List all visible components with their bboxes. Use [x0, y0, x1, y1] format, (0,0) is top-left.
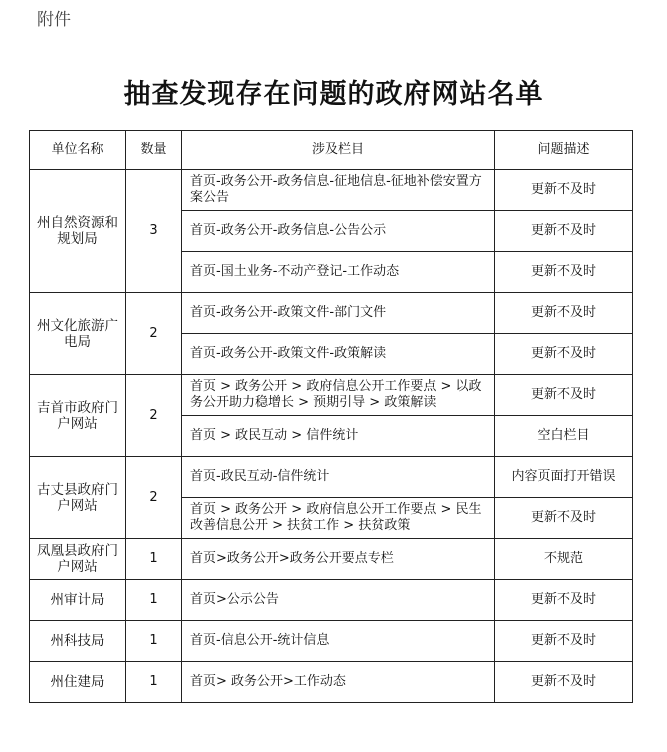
issue-cell: 更新不及时 — [495, 334, 633, 375]
issue-cell: 内容页面打开错误 — [495, 457, 633, 498]
header-column: 涉及栏目 — [182, 131, 495, 170]
count-cell: 1 — [126, 539, 182, 580]
column-cell: 首页-政务公开-政策文件-部门文件 — [182, 293, 495, 334]
count-cell: 2 — [126, 375, 182, 457]
table-row — [30, 170, 633, 211]
count-cell: 2 — [126, 293, 182, 375]
unit-name: 凤凰县政府门户网站 — [37, 543, 118, 575]
column-cell: 首页-信息公开-统计信息 — [182, 621, 495, 662]
column-cell: 首页>政务公开>政务公开要点专栏 — [182, 539, 495, 580]
table-row — [30, 621, 633, 662]
header-count: 数量 — [126, 131, 182, 170]
column-cell: 首页> 政务公开>工作动态 — [182, 662, 495, 703]
count-cell: 1 — [126, 662, 182, 703]
count-cell: 1 — [126, 621, 182, 662]
issue-cell: 更新不及时 — [495, 580, 633, 621]
issue-cell: 不规范 — [495, 539, 633, 580]
unit-name-cell — [30, 293, 126, 375]
column-cell: 首页 > 政民互动 > 信件统计 — [182, 416, 495, 457]
column-cell: 首页 > 政务公开 > 政府信息公开工作要点 > 以政务公开助力稳增长 > 预期引导 > 政策解读 — [182, 375, 495, 416]
unit-name: 州文化旅游广电局 — [37, 317, 118, 350]
unit-name-cell — [30, 457, 126, 539]
unit-name-cell — [30, 539, 126, 580]
unit-name-cell: 州住建局 — [30, 662, 126, 703]
column-cell: 首页-政务公开-政策文件-政策解读 — [182, 334, 495, 375]
issue-cell: 更新不及时 — [495, 293, 633, 334]
issue-cell: 更新不及时 — [495, 621, 633, 662]
issue-cell: 更新不及时 — [495, 211, 633, 252]
count-cell: 2 — [126, 457, 182, 539]
table-row — [30, 293, 633, 334]
unit-name-cell — [30, 170, 126, 293]
problem-websites-table — [29, 130, 633, 703]
issue-cell: 空白栏目 — [495, 416, 633, 457]
column-cell: 首页 > 政务公开 > 政府信息公开工作要点 > 民生改善信息公开 > 扶贫工作 > 扶贫政策 — [182, 498, 495, 539]
header-issue: 问题描述 — [495, 131, 633, 170]
issue-cell: 更新不及时 — [495, 498, 633, 539]
issue-cell: 更新不及时 — [495, 252, 633, 293]
column-cell: 首页-国土业务-不动产登记-工作动态 — [182, 252, 495, 293]
issue-cell: 更新不及时 — [495, 375, 633, 416]
unit-name-cell: 州科技局 — [30, 621, 126, 662]
issue-cell: 更新不及时 — [495, 170, 633, 211]
unit-name-cell — [30, 375, 126, 457]
unit-name-cell: 州审计局 — [30, 580, 126, 621]
header-unit: 单位名称 — [30, 131, 126, 170]
column-cell: 首页>公示公告 — [182, 580, 495, 621]
table-row — [30, 580, 633, 621]
column-cell: 首页-政务公开-政务信息-公告公示 — [182, 211, 495, 252]
column-cell: 首页-政民互动-信件统计 — [182, 457, 495, 498]
issue-cell: 更新不及时 — [495, 662, 633, 703]
unit-name: 古丈县政府门户网站 — [37, 481, 118, 514]
count-cell: 1 — [126, 580, 182, 621]
count-cell: 3 — [126, 170, 182, 293]
unit-name: 州自然资源和规划局 — [37, 215, 118, 247]
column-cell: 首页-政务公开-政务信息-征地信息-征地补偿安置方案公告 — [182, 170, 495, 211]
table-header-row — [30, 131, 633, 170]
table-row — [30, 662, 633, 703]
unit-name: 吉首市政府门户网站 — [37, 399, 118, 432]
table-row — [30, 457, 633, 498]
document-title: 抽查发现存在问题的政府网站名单 — [123, 79, 544, 110]
table-row — [30, 375, 633, 416]
table-row — [30, 539, 633, 580]
attachment-label: 附件 — [37, 10, 71, 30]
